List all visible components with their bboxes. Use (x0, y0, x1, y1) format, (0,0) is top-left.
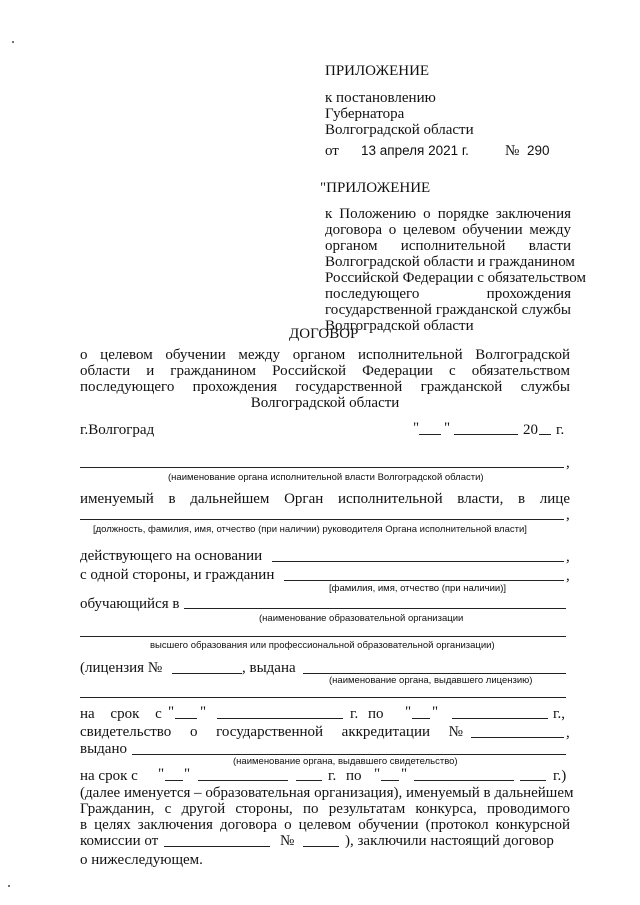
term2-to-label: г. по (328, 768, 362, 784)
license-issuer-field[interactable] (303, 673, 566, 674)
edu-org-field-2[interactable] (80, 636, 566, 637)
term2-from-year-field[interactable] (296, 780, 322, 781)
date-open-quote: " (413, 420, 420, 436)
contract-title: ДОГОВОР (289, 326, 359, 342)
term2-label: на срок с (80, 768, 138, 784)
edu-org-note: (наименование образовательной организации (259, 613, 464, 624)
head-of-organ-note: [должность, фамилия, имя, отчество (при наличии) руководителя Органа исполнительной власти] (93, 524, 527, 535)
decree-line: к постановлению (325, 90, 436, 106)
year-prefix: 20 (523, 422, 538, 438)
citizen-label: с одной стороны, и гражданин (80, 567, 275, 583)
regulation-appendix-title: "ПРИЛОЖЕНИЕ (320, 180, 431, 196)
term2-to-month-field[interactable] (414, 780, 514, 781)
scan-speck (8, 885, 10, 887)
regulation-line: Российской Федерации с обязательством (325, 270, 586, 286)
term-from-day-field[interactable] (175, 718, 197, 719)
edu-org-field[interactable] (184, 608, 566, 609)
term2-from-month-field[interactable] (198, 780, 288, 781)
regulation-line: Волгоградской области и гражданином (325, 254, 575, 270)
student-in-label: обучающийся в (80, 596, 180, 612)
contract-subtitle (80, 347, 570, 411)
day-field[interactable] (419, 434, 441, 435)
commission-number-field[interactable] (303, 846, 339, 847)
decree-line: Губернатора (325, 106, 405, 122)
contract-city: г.Волгоград (80, 422, 155, 438)
license-label: (лицензия № (80, 660, 163, 676)
license-number-field[interactable] (172, 673, 242, 674)
commission-number-sign: № (280, 833, 295, 849)
comma: , (566, 455, 570, 471)
term-label: на срок с (80, 706, 162, 722)
regulation-line: к Положению о порядке заключения (325, 206, 571, 222)
month-field[interactable] (454, 434, 518, 435)
acting-basis-field[interactable] (272, 561, 564, 562)
quote: " (405, 704, 412, 720)
license-issuer-field-2[interactable] (80, 697, 566, 698)
decree-date: 13 апреля 2021 г. (361, 143, 469, 158)
regulation-line: договора о целевом обучении между (325, 222, 571, 238)
term2-to-day-field[interactable] (381, 780, 399, 781)
quote: " (401, 766, 408, 782)
term-from-month-field[interactable] (217, 718, 343, 719)
comma: , (566, 507, 570, 523)
cert-issuer-note: (наименование органа, выдавшего свидетельство) (233, 756, 458, 767)
term2-from-day-field[interactable] (165, 780, 183, 781)
citizen-name-field[interactable] (284, 580, 564, 581)
comma: , (566, 568, 570, 584)
license-issuer-note: (наименование органа, выдавшего лицензию) (329, 675, 533, 686)
concluded-text: ), заключили настоящий договор (345, 833, 554, 849)
license-issued-label: , выдана (242, 660, 296, 676)
quote: " (200, 704, 207, 720)
regulation-line: органом исполнительной власти (325, 238, 571, 254)
contract-paragraph (80, 785, 574, 833)
regulation-line: Волгоградской области (325, 318, 474, 334)
year-field[interactable] (539, 434, 551, 435)
cert-issuer-field[interactable] (132, 754, 566, 755)
decree-number: 290 (527, 143, 550, 158)
commission-date-field[interactable] (164, 846, 270, 847)
year-suffix: г. (556, 422, 565, 438)
regulation-line: государственной гражданской службы (325, 302, 571, 318)
head-of-organ-field[interactable] (80, 519, 564, 520)
term2-to-year-field[interactable] (520, 780, 546, 781)
citizen-name-note: [фамилия, имя, отчество (при наличии)] (329, 583, 507, 594)
accreditation-label: свидетельство о государственной аккредитации № (80, 724, 463, 740)
regulation-line: последующего прохождения (325, 286, 571, 302)
subtitle-line: последующего прохождения государственной гражданской службы (80, 379, 570, 395)
term-end-label: г., (553, 706, 565, 722)
subtitle-line: о целевом обучении между органом исполнительной Волгоградской (80, 347, 570, 363)
cert-issued-label: выдано (80, 741, 127, 757)
comma: , (566, 725, 570, 741)
term-to-month-field[interactable] (452, 718, 548, 719)
quote: " (184, 766, 191, 782)
quote: " (374, 766, 381, 782)
term-to-label: г. по (350, 706, 384, 722)
paragraph-line: Гражданин, с другой стороны, по результатам конкурса, проводимого (80, 801, 570, 817)
accreditation-number-field[interactable] (471, 737, 564, 738)
subtitle-line: Волгоградской области (250, 395, 400, 411)
organ-name-field[interactable] (80, 467, 564, 468)
named-as-line: именуемый в дальнейшем Орган исполнительной власти, в лице (80, 491, 570, 507)
organ-name-note: (наименование органа исполнительной власти Волгоградской области) (168, 472, 484, 483)
decree-reference (325, 90, 474, 138)
commission-from-label: комиссии от (80, 833, 159, 849)
comma: , (566, 549, 570, 565)
paragraph-line: (далее именуется – образовательная организация), именуемый в дальнейшем (80, 785, 574, 801)
quote: " (432, 704, 439, 720)
final-line: о нижеследующем. (80, 852, 203, 868)
regulation-reference (325, 206, 586, 334)
date-close-quote: " (444, 420, 451, 436)
scan-speck (12, 41, 14, 43)
paragraph-line: в целях заключения договора о целевом обучении (протокол конкурсной (80, 817, 570, 833)
subtitle-line: области и гражданином Российской Федерации с обязательством (80, 363, 570, 379)
decree-line: Волгоградской области (325, 122, 474, 138)
decree-number-sign: № (505, 143, 520, 159)
quote: " (168, 704, 175, 720)
decree-date-prefix: от (325, 143, 339, 159)
appendix-title: ПРИЛОЖЕНИЕ (325, 63, 430, 79)
term-to-day-field[interactable] (412, 718, 430, 719)
acting-basis-label: действующего на основании (80, 548, 263, 564)
edu-org-note-2: высшего образования или профессиональной образовательной организации) (150, 640, 495, 651)
term2-end-label: г.) (553, 768, 567, 784)
quote: " (158, 766, 165, 782)
